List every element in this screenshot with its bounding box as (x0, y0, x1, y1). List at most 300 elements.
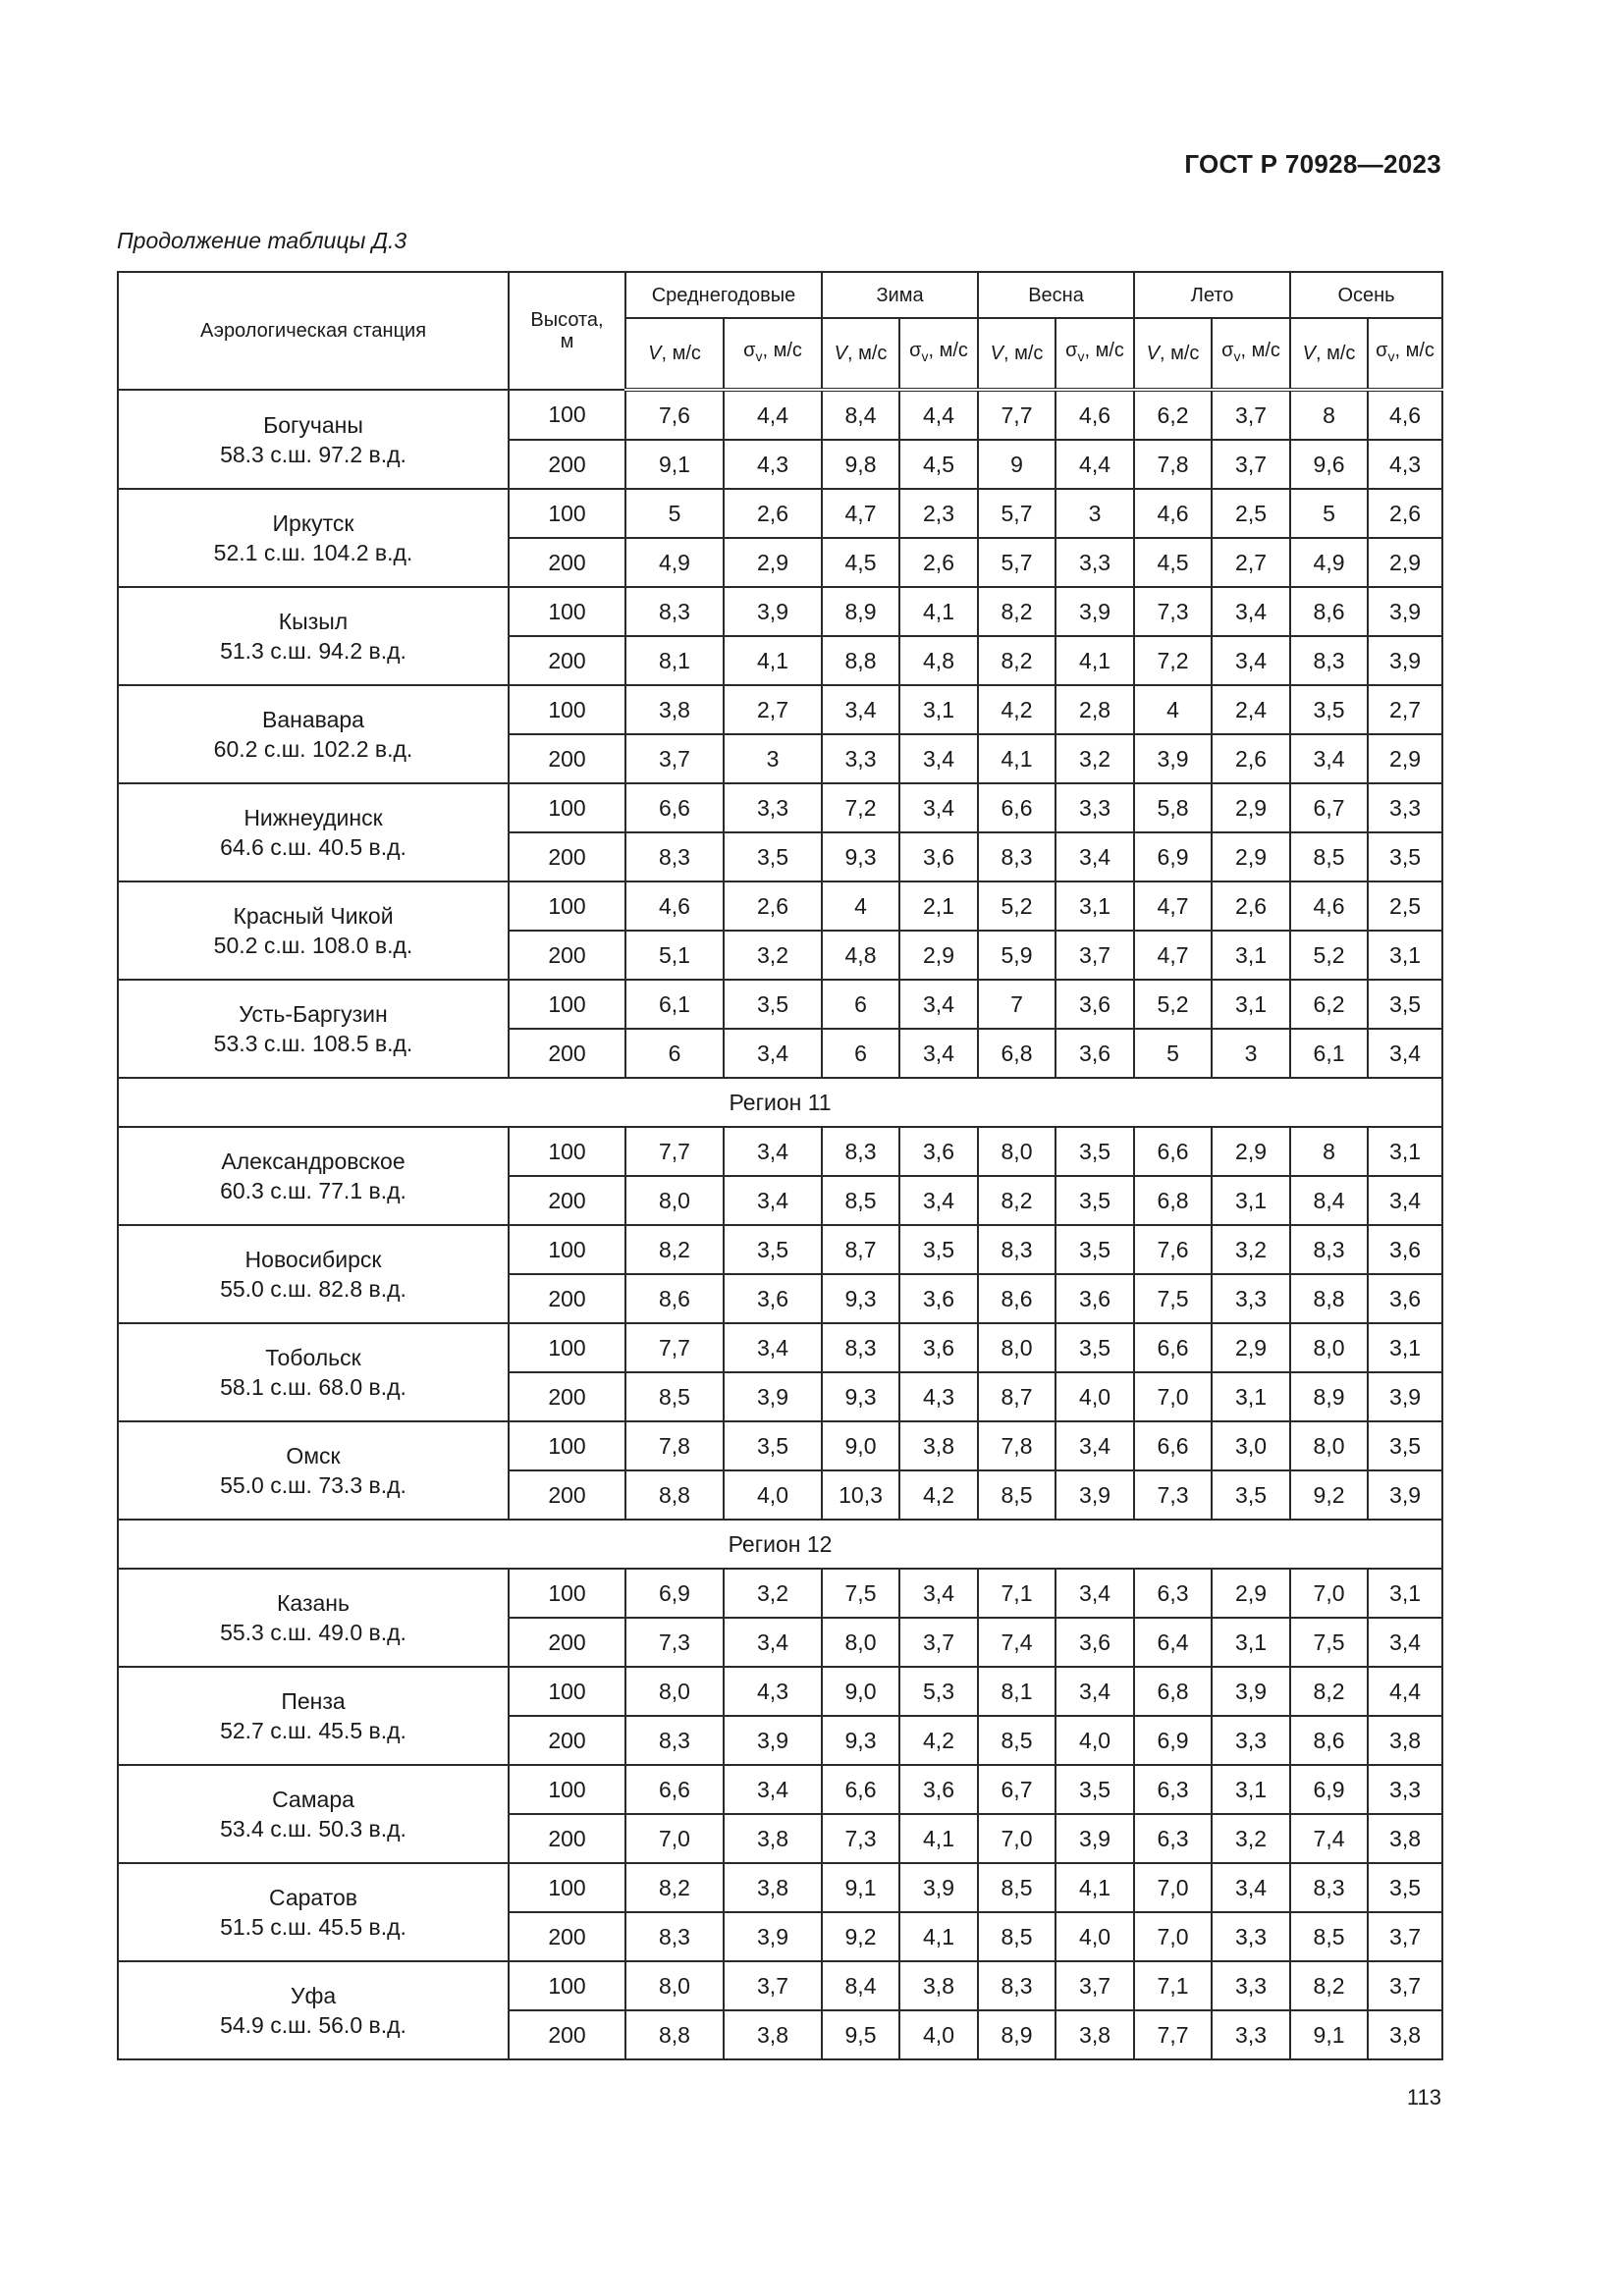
value-cell: 3,7 (1368, 1961, 1442, 2010)
value-cell: 2,9 (1368, 538, 1442, 587)
value-cell: 9,0 (822, 1421, 899, 1470)
value-cell: 3,4 (899, 1569, 978, 1618)
table-row (118, 980, 1442, 1029)
station-coords: 55.0 с.ш. 82.8 в.д. (220, 1276, 406, 1302)
value-cell: 3,4 (1290, 734, 1368, 783)
value-cell: 3,5 (1056, 1176, 1134, 1225)
value-cell: 3,5 (1368, 980, 1442, 1029)
value-cell: 3,6 (1056, 1618, 1134, 1667)
value-cell: 2,8 (1056, 685, 1134, 734)
height-cell: 100 (509, 881, 625, 931)
page-number: 113 (1406, 2085, 1441, 2109)
value-cell: 8 (1290, 1127, 1368, 1176)
station-name: Александровское (221, 1148, 406, 1174)
station-name: Усть-Баргузин (239, 1001, 388, 1027)
value-cell: 7 (978, 980, 1056, 1029)
value-cell: 7,3 (1134, 1470, 1212, 1520)
header-season-speed: V, м/с (978, 318, 1056, 390)
value-cell: 3,9 (1056, 1814, 1134, 1863)
value-cell: 3,4 (899, 783, 978, 832)
value-cell: 3,4 (822, 685, 899, 734)
value-cell: 3,4 (899, 1029, 978, 1078)
value-cell: 3,5 (724, 1421, 822, 1470)
height-cell: 200 (509, 734, 625, 783)
value-cell: 3,5 (1212, 1470, 1290, 1520)
value-cell: 8,2 (978, 636, 1056, 685)
station-name: Красный Чикой (233, 903, 394, 929)
value-cell: 3,8 (1368, 1814, 1442, 1863)
value-cell: 8,0 (978, 1323, 1056, 1372)
value-cell: 2,6 (724, 881, 822, 931)
value-cell: 6,6 (822, 1765, 899, 1814)
value-cell: 3,2 (724, 931, 822, 980)
value-cell: 8,3 (625, 1912, 724, 1961)
value-cell: 4 (822, 881, 899, 931)
value-cell: 6,6 (1134, 1127, 1212, 1176)
value-cell: 9 (978, 440, 1056, 489)
height-cell: 100 (509, 1569, 625, 1618)
value-cell: 6,6 (625, 1765, 724, 1814)
value-cell: 8,3 (978, 832, 1056, 881)
station-cell (118, 390, 509, 489)
height-cell: 100 (509, 1225, 625, 1274)
station-cell (118, 1323, 509, 1421)
value-cell: 8,4 (1290, 1176, 1368, 1225)
value-cell: 4,7 (822, 489, 899, 538)
table-row (118, 1421, 1442, 1470)
value-cell: 7,0 (1134, 1372, 1212, 1421)
value-cell: 3,4 (1368, 1176, 1442, 1225)
station-name: Саратов (268, 1885, 358, 1910)
value-cell: 8,3 (978, 1961, 1056, 2010)
value-cell: 8,5 (978, 1863, 1056, 1912)
station-cell (118, 980, 509, 1078)
value-cell: 3,5 (899, 1225, 978, 1274)
value-cell: 3,9 (724, 1716, 822, 1765)
value-cell: 3,4 (1212, 1863, 1290, 1912)
table-row (118, 881, 1442, 931)
value-cell: 8,4 (822, 1961, 899, 2010)
value-cell: 3,1 (1212, 980, 1290, 1029)
value-cell: 3,7 (724, 1961, 822, 2010)
table-body (118, 390, 1442, 2059)
value-cell: 3,4 (1368, 1029, 1442, 1078)
height-cell: 200 (509, 1470, 625, 1520)
value-cell: 3,4 (724, 1618, 822, 1667)
height-cell: 100 (509, 587, 625, 636)
value-cell: 7,0 (1290, 1569, 1368, 1618)
value-cell: 3,8 (1056, 2010, 1134, 2059)
value-cell: 9,2 (822, 1912, 899, 1961)
value-cell: 6,9 (625, 1569, 724, 1618)
value-cell: 5,1 (625, 931, 724, 980)
value-cell: 7,7 (978, 390, 1056, 440)
value-cell: 8,8 (1290, 1274, 1368, 1323)
value-cell: 7,5 (822, 1569, 899, 1618)
value-cell: 3,6 (1056, 1274, 1134, 1323)
value-cell: 4,0 (1056, 1372, 1134, 1421)
value-cell: 2,6 (1212, 734, 1290, 783)
value-cell: 6,6 (978, 783, 1056, 832)
value-cell: 6 (822, 1029, 899, 1078)
value-cell: 3,3 (724, 783, 822, 832)
region-label: Регион 11 (118, 1078, 1442, 1127)
value-cell: 2,9 (899, 931, 978, 980)
value-cell: 5 (1290, 489, 1368, 538)
value-cell: 5,8 (1134, 783, 1212, 832)
value-cell: 7,1 (1134, 1961, 1212, 2010)
height-cell: 200 (509, 931, 625, 980)
station-cell (118, 1961, 509, 2059)
value-cell: 6,9 (1290, 1765, 1368, 1814)
table-row (118, 783, 1442, 832)
height-cell: 200 (509, 1029, 625, 1078)
value-cell: 10,3 (822, 1470, 899, 1520)
value-cell: 4,3 (899, 1372, 978, 1421)
height-cell: 100 (509, 1863, 625, 1912)
value-cell: 3,9 (724, 1372, 822, 1421)
value-cell: 8,8 (822, 636, 899, 685)
value-cell: 7,8 (978, 1421, 1056, 1470)
value-cell: 8,3 (822, 1323, 899, 1372)
value-cell: 3,4 (1212, 636, 1290, 685)
table-row (118, 1667, 1442, 1716)
value-cell: 3,4 (1056, 1421, 1134, 1470)
value-cell: 4,4 (899, 390, 978, 440)
value-cell: 7,6 (625, 390, 724, 440)
value-cell: 5,7 (978, 538, 1056, 587)
value-cell: 8,5 (978, 1912, 1056, 1961)
station-cell (118, 587, 509, 685)
value-cell: 2,7 (724, 685, 822, 734)
value-cell: 4,7 (1134, 931, 1212, 980)
height-cell: 100 (509, 980, 625, 1029)
table-row (118, 587, 1442, 636)
value-cell: 7,5 (1290, 1618, 1368, 1667)
value-cell: 5 (625, 489, 724, 538)
value-cell: 8,8 (625, 1470, 724, 1520)
height-cell: 100 (509, 1961, 625, 2010)
height-cell: 100 (509, 685, 625, 734)
value-cell: 4,8 (899, 636, 978, 685)
value-cell: 3,2 (1212, 1225, 1290, 1274)
height-cell: 100 (509, 1323, 625, 1372)
value-cell: 3,7 (1212, 390, 1290, 440)
value-cell: 7,4 (1290, 1814, 1368, 1863)
value-cell: 3,5 (1368, 832, 1442, 881)
station-name: Ванавара (262, 707, 364, 732)
header-season-speed: V, м/с (1134, 318, 1212, 390)
value-cell: 8,9 (978, 2010, 1056, 2059)
header-group: Лето (1134, 272, 1290, 318)
station-cell (118, 685, 509, 783)
value-cell: 3,3 (1212, 1716, 1290, 1765)
table-caption: Продолжение таблицы Д.3 (117, 228, 407, 253)
value-cell: 3,3 (1056, 538, 1134, 587)
value-cell: 8,0 (625, 1176, 724, 1225)
header-annual-sigma: $\sigma_v$, м/с (724, 318, 822, 390)
value-cell: 5,2 (978, 881, 1056, 931)
header-season-speed: V, м/с (1290, 318, 1368, 390)
value-cell: 8,7 (978, 1372, 1056, 1421)
value-cell: 4,1 (1056, 1863, 1134, 1912)
value-cell: 4,6 (1368, 390, 1442, 440)
value-cell: 3,4 (724, 1765, 822, 1814)
value-cell: 3,2 (724, 1569, 822, 1618)
height-cell: 100 (509, 390, 625, 440)
value-cell: 2,6 (1368, 489, 1442, 538)
height-cell: 200 (509, 1176, 625, 1225)
value-cell: 4,1 (1056, 636, 1134, 685)
header-group: Осень (1290, 272, 1442, 318)
value-cell: 4,8 (822, 931, 899, 980)
value-cell: 3,8 (899, 1421, 978, 1470)
value-cell: 9,1 (625, 440, 724, 489)
value-cell: 3,5 (724, 1225, 822, 1274)
value-cell: 8 (1290, 390, 1368, 440)
station-name: Пенза (281, 1688, 346, 1714)
station-name: Тобольск (265, 1345, 361, 1370)
station-coords: 64.6 с.ш. 40.5 в.д. (220, 834, 406, 860)
value-cell: 3,6 (1056, 980, 1134, 1029)
station-cell (118, 1863, 509, 1961)
height-cell: 200 (509, 636, 625, 685)
value-cell: 3,4 (724, 1323, 822, 1372)
value-cell: 3 (1056, 489, 1134, 538)
value-cell: 7,2 (822, 783, 899, 832)
value-cell: 3,5 (724, 832, 822, 881)
value-cell: 3,3 (822, 734, 899, 783)
value-cell: 3,1 (1212, 1372, 1290, 1421)
value-cell: 4,0 (1056, 1716, 1134, 1765)
value-cell: 2,9 (1212, 1569, 1290, 1618)
value-cell: 7,5 (1134, 1274, 1212, 1323)
value-cell: 3,1 (1212, 1765, 1290, 1814)
value-cell: 3,2 (1212, 1814, 1290, 1863)
station-cell (118, 1127, 509, 1225)
station-name: Самара (272, 1787, 354, 1812)
value-cell: 3,4 (1056, 832, 1134, 881)
value-cell: 5,2 (1134, 980, 1212, 1029)
value-cell: 9,3 (822, 1716, 899, 1765)
value-cell: 3,9 (899, 1863, 978, 1912)
value-cell: 6,6 (625, 783, 724, 832)
value-cell: 7,8 (625, 1421, 724, 1470)
value-cell: 3,1 (899, 685, 978, 734)
value-cell: 5,3 (899, 1667, 978, 1716)
value-cell: 3,7 (625, 734, 724, 783)
value-cell: 8,2 (1290, 1667, 1368, 1716)
height-cell: 200 (509, 1716, 625, 1765)
table-row (118, 1225, 1442, 1274)
value-cell: 9,1 (822, 1863, 899, 1912)
value-cell: 3,9 (1368, 587, 1442, 636)
value-cell: 7,7 (625, 1323, 724, 1372)
height-cell: 100 (509, 489, 625, 538)
table-row (118, 1323, 1442, 1372)
height-cell: 100 (509, 1421, 625, 1470)
table-row (118, 390, 1442, 440)
value-cell: 3,9 (1368, 1470, 1442, 1520)
value-cell: 7,0 (625, 1814, 724, 1863)
value-cell: 2,9 (1212, 1127, 1290, 1176)
value-cell: 3,0 (1212, 1421, 1290, 1470)
value-cell: 8,6 (1290, 587, 1368, 636)
station-cell (118, 1225, 509, 1323)
height-cell: 100 (509, 783, 625, 832)
value-cell: 9,8 (822, 440, 899, 489)
value-cell: 8,3 (1290, 636, 1368, 685)
value-cell: 6,9 (1134, 1716, 1212, 1765)
value-cell: 2,9 (724, 538, 822, 587)
station-coords: 52.7 с.ш. 45.5 в.д. (220, 1718, 406, 1743)
value-cell: 2,5 (1368, 881, 1442, 931)
value-cell: 3,3 (1056, 783, 1134, 832)
value-cell: 3,5 (1056, 1323, 1134, 1372)
value-cell: 3,6 (899, 1765, 978, 1814)
value-cell: 3,7 (1368, 1912, 1442, 1961)
value-cell: 8,9 (822, 587, 899, 636)
value-cell: 7,7 (1134, 2010, 1212, 2059)
value-cell: 8,7 (822, 1225, 899, 1274)
value-cell: 7,0 (1134, 1912, 1212, 1961)
value-cell: 8,6 (625, 1274, 724, 1323)
value-cell: 2,6 (899, 538, 978, 587)
height-cell: 200 (509, 1372, 625, 1421)
value-cell: 2,9 (1368, 734, 1442, 783)
value-cell: 3,5 (1290, 685, 1368, 734)
value-cell: 3,7 (1056, 1961, 1134, 2010)
value-cell: 8,4 (822, 390, 899, 440)
value-cell: 4,0 (899, 2010, 978, 2059)
value-cell: 4,6 (1134, 489, 1212, 538)
value-cell: 3,6 (1368, 1274, 1442, 1323)
value-cell: 3,8 (625, 685, 724, 734)
value-cell: 4,3 (724, 440, 822, 489)
height-cell: 100 (509, 1765, 625, 1814)
table-row (118, 489, 1442, 538)
value-cell: 4,4 (1368, 1667, 1442, 1716)
value-cell: 8,5 (625, 1372, 724, 1421)
station-cell (118, 1421, 509, 1520)
value-cell: 4,1 (899, 1912, 978, 1961)
value-cell: 8,9 (1290, 1372, 1368, 1421)
value-cell: 8,6 (978, 1274, 1056, 1323)
region-label: Регион 12 (118, 1520, 1442, 1569)
value-cell: 8,0 (1290, 1421, 1368, 1470)
value-cell: 4,4 (724, 390, 822, 440)
station-name: Иркутск (272, 510, 354, 536)
value-cell: 3,4 (724, 1127, 822, 1176)
region-row (118, 1078, 1442, 1127)
value-cell: 2,9 (1212, 832, 1290, 881)
value-cell: 4,4 (1056, 440, 1134, 489)
value-cell: 4,2 (978, 685, 1056, 734)
value-cell: 7,3 (625, 1618, 724, 1667)
value-cell: 6,3 (1134, 1765, 1212, 1814)
value-cell: 3,4 (1212, 587, 1290, 636)
value-cell: 3,6 (1056, 1029, 1134, 1078)
header-group: Весна (978, 272, 1134, 318)
value-cell: 6,2 (1134, 390, 1212, 440)
value-cell: 7,8 (1134, 440, 1212, 489)
header-season-sigma: $\sigma_v$, м/с (1212, 318, 1290, 390)
value-cell: 5,2 (1290, 931, 1368, 980)
height-cell: 200 (509, 1618, 625, 1667)
value-cell: 3,3 (1212, 1961, 1290, 2010)
value-cell: 6 (822, 980, 899, 1029)
value-cell: 3,6 (1368, 1225, 1442, 1274)
value-cell: 3,3 (1368, 1765, 1442, 1814)
value-cell: 6,8 (1134, 1176, 1212, 1225)
value-cell: 3,5 (1056, 1127, 1134, 1176)
value-cell: 6,8 (978, 1029, 1056, 1078)
value-cell: 2,3 (899, 489, 978, 538)
value-cell: 9,1 (1290, 2010, 1368, 2059)
value-cell: 3,4 (724, 1029, 822, 1078)
value-cell: 3,4 (1056, 1569, 1134, 1618)
station-cell (118, 1569, 509, 1667)
value-cell: 3,2 (1056, 734, 1134, 783)
station-name: Кызыл (278, 609, 349, 634)
value-cell: 3,8 (1368, 2010, 1442, 2059)
value-cell: 8,3 (625, 587, 724, 636)
header-annual-speed: V, м/с (625, 318, 724, 390)
value-cell: 3,9 (1134, 734, 1212, 783)
value-cell: 3,8 (899, 1961, 978, 2010)
value-cell: 8,3 (625, 832, 724, 881)
value-cell: 6,1 (625, 980, 724, 1029)
value-cell: 3,1 (1368, 931, 1442, 980)
value-cell: 8,5 (1290, 832, 1368, 881)
value-cell: 8,2 (978, 1176, 1056, 1225)
header-season-sigma: $\sigma_v$, м/с (1056, 318, 1134, 390)
value-cell: 3,3 (1212, 1274, 1290, 1323)
value-cell: 9,5 (822, 2010, 899, 2059)
value-cell: 4,7 (1134, 881, 1212, 931)
station-name: Богучаны (263, 411, 363, 438)
header-group: Зима (822, 272, 978, 318)
value-cell: 3,1 (1368, 1127, 1442, 1176)
value-cell: 8,1 (978, 1667, 1056, 1716)
value-cell: 3,4 (899, 980, 978, 1029)
value-cell: 4,6 (1056, 390, 1134, 440)
document-code: ГОСТ Р 70928—2023 (1184, 149, 1441, 179)
height-cell: 200 (509, 1912, 625, 1961)
value-cell: 9,3 (822, 832, 899, 881)
height-cell: 200 (509, 2010, 625, 2059)
height-cell: 100 (509, 1127, 625, 1176)
value-cell: 8,3 (1290, 1225, 1368, 1274)
value-cell: 3,4 (899, 1176, 978, 1225)
value-cell: 4,3 (724, 1667, 822, 1716)
value-cell: 7,3 (1134, 587, 1212, 636)
value-cell: 8,0 (822, 1618, 899, 1667)
value-cell: 3,1 (1212, 1176, 1290, 1225)
value-cell: 2,9 (1212, 783, 1290, 832)
station-coords: 60.3 с.ш. 77.1 в.д. (220, 1178, 406, 1203)
value-cell: 3,3 (1368, 783, 1442, 832)
value-cell: 4,0 (724, 1470, 822, 1520)
value-cell: 4,3 (1368, 440, 1442, 489)
value-cell: 6,6 (1134, 1421, 1212, 1470)
table-row (118, 1863, 1442, 1912)
value-cell: 5,7 (978, 489, 1056, 538)
height-cell: 200 (509, 1274, 625, 1323)
value-cell: 3,6 (899, 832, 978, 881)
value-cell: 8,2 (625, 1225, 724, 1274)
station-coords: 60.2 с.ш. 102.2 в.д. (213, 736, 413, 762)
